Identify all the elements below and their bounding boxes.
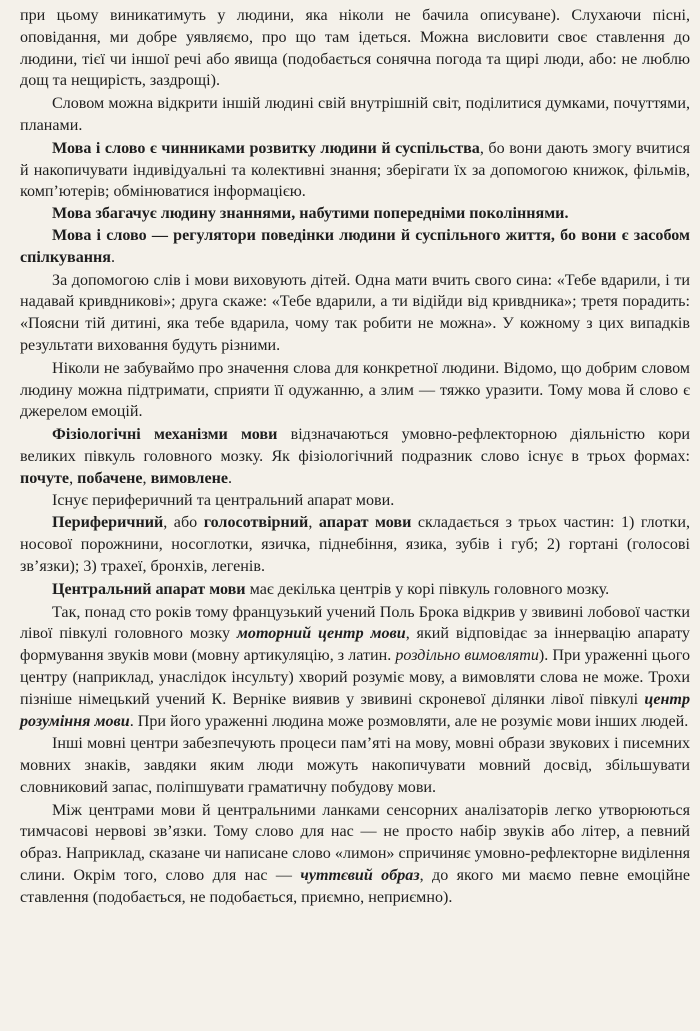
text-run: , <box>69 469 78 487</box>
paragraph <box>20 138 690 203</box>
bold-term: Мова і слово є чинниками розвитку людини й суспільства <box>52 139 480 157</box>
bold-italic-term: центр розуміння мови <box>20 690 690 730</box>
text-run: , або <box>163 514 204 532</box>
paragraph <box>20 579 690 601</box>
bold-term: Центральний апарат мови <box>52 580 246 598</box>
bold-term: апарат мови <box>318 514 412 532</box>
paragraph <box>20 93 690 137</box>
paragraph <box>20 5 690 92</box>
text-run: . <box>228 469 233 487</box>
text-run: , бо вони дають змогу вчитися й накопичувати індивідуальні та колективні знання; зберігати їх за допомогою книжок, фільмів, комп’ютерів; обмінюватися інформацією. <box>20 139 690 201</box>
paragraph <box>20 602 690 733</box>
bold-term: побачене <box>77 469 143 487</box>
text-run: ). При ураженні цього центру (наприклад, унаслідок інсульту) хворий розуміє мову, а вимовляти слова не може. Трохи пізніше німецький учений К. Верніке виявив у звивині скроневої ділянки лівої півкулі <box>20 647 690 708</box>
bold-term: Фізіологічні механізми мови <box>52 426 278 444</box>
bold-italic-term: чуттєвий образ <box>300 867 420 885</box>
bold-term: голосотвірний <box>203 514 309 532</box>
paragraph <box>20 203 690 225</box>
text-run: Так, понад сто років тому французький учений Поль Брока відкрив у звивині лобової частки лівої півкулі головного мозку <box>20 603 690 643</box>
paragraph <box>20 358 690 423</box>
bold-term: почуте <box>20 469 70 487</box>
text-run: , <box>308 514 319 532</box>
text-run: складається з трьох частин: 1) глотки, носової порожнини, носоглотки, язичка, піднебіння, язика, зубів і губ; 2) гортані (голосові зв’язки); 3) трахеї, бронхів, легенів. <box>20 514 690 575</box>
bold-term: Мова і слово — регулятори поведінки людини й суспільного життя, бо вони є засобом спілкування <box>20 226 690 266</box>
bold-term: вимовлене <box>150 469 229 487</box>
text-run: відзначаються умовно-рефлекторною діяльністю кори великих півкуль головного мозку. Як фізіологічний подразник слово існує в трьох формах: <box>20 426 690 465</box>
paragraph <box>20 733 690 798</box>
text-run: За допомогою слів і мови виховують дітей. Одна мати вчить свого сина: «Тебе вдарили, і ти надавай кривдникові»; друга скаже: «Тебе вдарили, а ти відійди від кривдника»; третя порадить: «Поясни тій дитині, яка тебе вдарила, чому так робити не можна». У кожному з цих випадків результати виховання будуть різними. <box>20 271 690 354</box>
text-run: , до якого ми маємо певне емоційне ставлення (подобається, не подобається, приємно, неприємно). <box>20 867 690 906</box>
paragraph <box>20 512 690 577</box>
text-run: Словом можна відкрити іншій людині свій внутрішній світ, поділитися думками, почуттями, планами. <box>20 95 690 134</box>
paragraph <box>20 424 690 489</box>
text-run: Інші мовні центри забезпечують процеси пам’яті на мову, мовні образи звукових і писемних мовних знаків, завдяки яким люди можуть накопичувати мовний досвід, збільшувати словниковий запас, поліпшувати граматичну побудову мови. <box>20 735 690 796</box>
text-run: має декілька центрів у корі півкуль головного мозку. <box>245 580 610 598</box>
bold-italic-term: моторний центр мови <box>236 625 406 643</box>
text-run: Ніколи не забуваймо про значення слова для конкретної людини. Відомо, що добрим словом людину можна підтримати, сприяти її одужанню, а злим — тяжко уразити. Тому мова й слово є джерелом емоцій. <box>20 359 690 421</box>
paragraph <box>20 270 690 357</box>
italic-term: роздільно вимовляти <box>395 647 539 665</box>
text-run: . При його ураженні людина може розмовляти, але не розуміє мови інших людей. <box>129 712 689 730</box>
bold-term: Мова збагачує людину знаннями, набутими попередніми поколіннями. <box>52 205 569 223</box>
paragraph <box>20 800 690 909</box>
text-run: , який відповідає за іннервацію апарату формування звуків мови (мовну артикуляцію, з латин. <box>20 625 690 665</box>
text-run: Існує периферичний та центральний апарат мови. <box>52 491 395 509</box>
paragraph <box>20 225 690 269</box>
paragraph <box>20 490 690 512</box>
bold-term: Периферичний <box>52 514 164 532</box>
text-run: , <box>142 469 151 487</box>
text-run: . <box>111 248 116 266</box>
text-run: при цьому виникатимуть у людини, яка ніколи не бачила описуване). Слухаючи пісні, оповідання, ми добре уявляємо, про що там ідеться. Можна висловити своє ставлення до людини, тієї чи іншої речі або явища (подобається сонячна погода та щирі люди, або: не люблю дощ та нещирість, заздрощі). <box>20 7 690 90</box>
text-run: Між центрами мови й центральними ланками сенсорних аналізаторів легко утворюються тимчасові нервові зв’язки. Тому слово для нас — не просто набір звуків або літер, а певний образ. Наприклад, сказане чи написане слово «лимон» спричиняє умовно-рефлекторне виділення слини. Окрім того, слово для нас — <box>20 801 690 885</box>
